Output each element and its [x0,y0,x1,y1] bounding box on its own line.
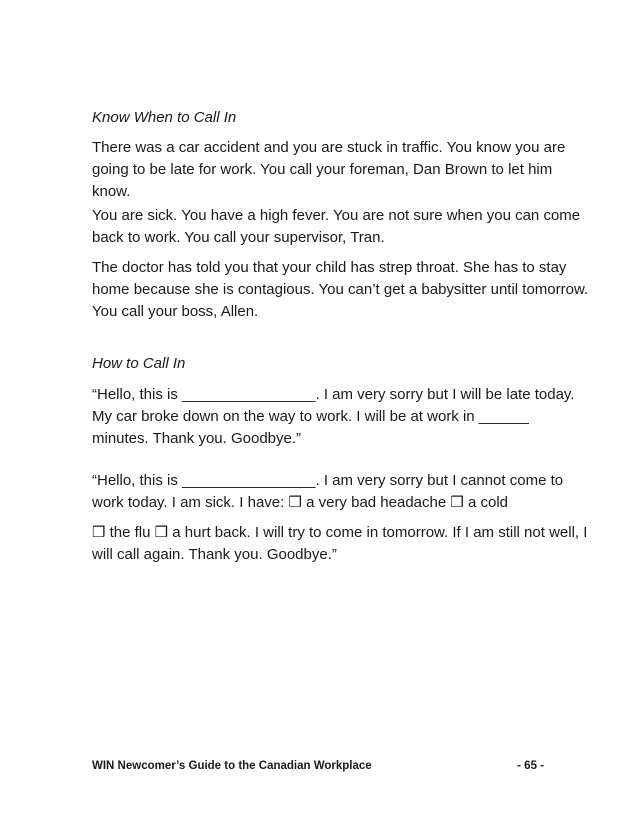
scenario-car-accident: There was a car accident and you are stuck in traffic. You know you are going to be late for work. You call your foreman, Dan Brown to let him know. [92,139,566,200]
checkbox-headache[interactable]: ❒ [288,494,302,511]
call-script-late: “Hello, this is ________________. I am very sorry but I will be late today. My car broke down on the way to work. I will be at work in ______ minutes. Thank you. Goodbye.” [92,386,575,447]
scenario-sick: You are sick. You have a high fever. You are not sure when you can come back to work. You call your supervisor, Tran. [92,207,581,246]
scenario-child-sick: The doctor has told you that your child has strep throat. She has to stay home because she is contagious. You can’t get a babysitter until tomorrow. You call your boss, Allen. [92,259,589,320]
checkbox-hurt-back[interactable]: ❒ [154,524,169,541]
checkbox-flu[interactable]: ❒ [92,524,106,541]
heading-how-to-call: How to Call In [92,355,186,372]
checkbox-cold[interactable]: ❒ [450,494,464,511]
page-footer [92,760,544,772]
heading-know-when: Know When to Call In [92,109,237,126]
footer-title: WIN Newcomer’s Guide to the Canadian Workplace [92,760,372,772]
page-number: - 65 - [517,760,544,772]
call-script-sick: “Hello, this is ________________. I am very sorry but I cannot come to work today. I am sick. I have: ❒ a very bad headache ❒ a cold [92,472,564,511]
call-script-sick-continued: ❒ the flu ❒ a hurt back. I will try to come in tomorrow. If I am still not well, I will call again. Thank you. Goodbye.” [92,524,588,563]
